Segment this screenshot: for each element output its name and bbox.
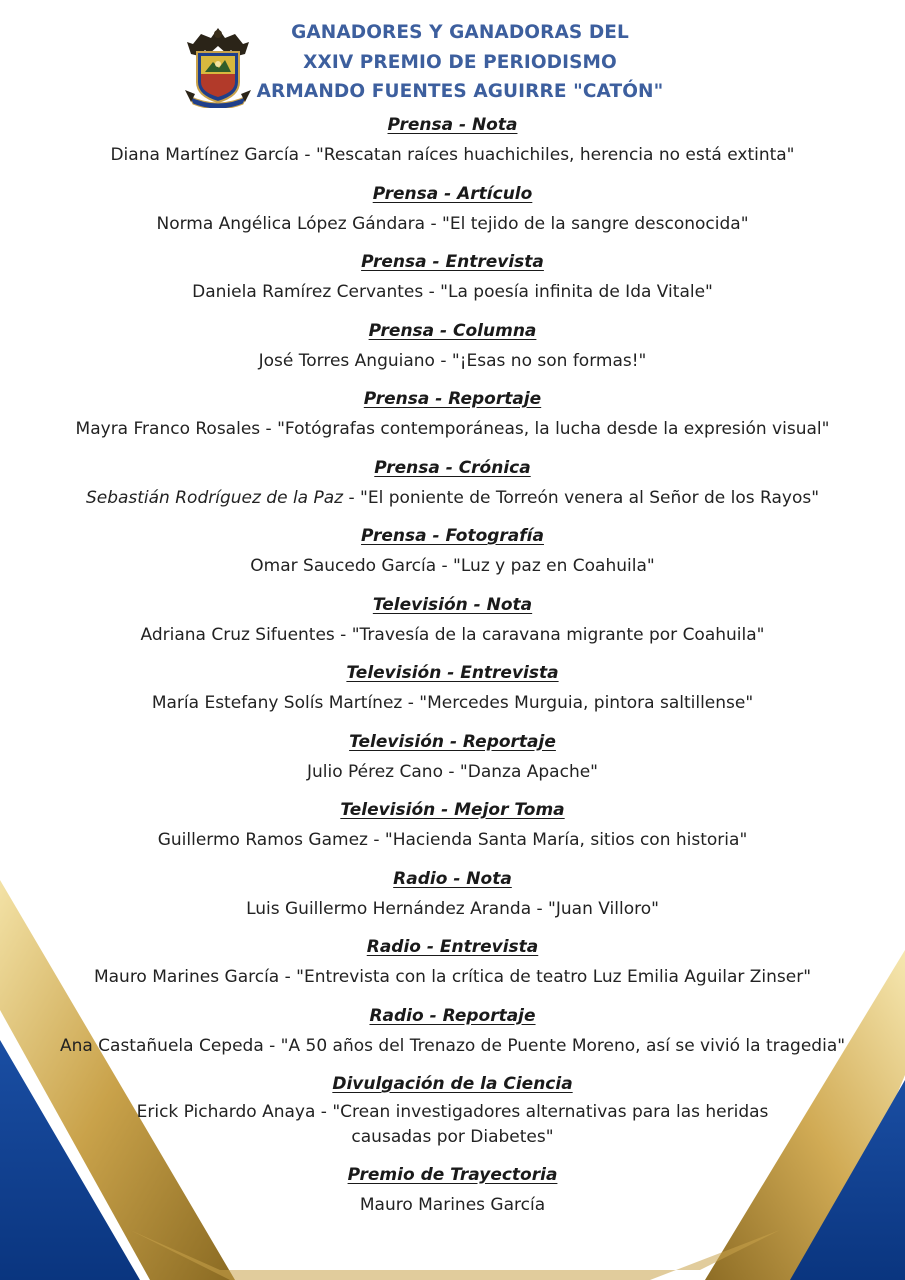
title-line-2: XXIV PREMIO DE PERIODISMO xyxy=(303,51,617,73)
award-category: Prensa - Fotografía xyxy=(361,526,544,546)
award-category: Radio - Nota xyxy=(393,868,512,889)
gold-base-bottom xyxy=(130,1230,780,1280)
header xyxy=(0,14,905,106)
award-winner xyxy=(123,1100,783,1150)
award-winner: José Torres Anguiano - "¡Esas no son formas!" xyxy=(258,350,647,371)
page-title xyxy=(255,18,665,107)
award-entry xyxy=(0,730,905,786)
award-category: Prensa - Columna xyxy=(368,320,537,341)
winner-work: - "El poniente de Torreón venera al Señor de los Rayos" xyxy=(343,487,820,508)
award-entry xyxy=(0,1163,905,1219)
award-category: Divulgación de la Ciencia xyxy=(332,1074,573,1094)
award-winner: Guillermo Ramos Gamez - "Hacienda Santa María, sitios con historia" xyxy=(157,830,748,850)
award-entry xyxy=(0,387,905,443)
award-winner: Mayra Franco Rosales - "Fotógrafas contemporáneas, la lucha desde la expresión visual" xyxy=(75,419,830,439)
award-winner xyxy=(0,484,905,512)
award-winner: Diana Martínez García - "Rescatan raíces huachichiles, herencia no está extinta" xyxy=(110,145,795,165)
award-category: Prensa - Nota xyxy=(387,115,518,135)
award-category: Televisión - Reportaje xyxy=(349,731,556,752)
award-category: Televisión - Entrevista xyxy=(346,663,559,683)
award-category: Prensa - Entrevista xyxy=(361,252,544,272)
award-entry xyxy=(0,456,905,512)
title-line-3: ARMANDO FUENTES AGUIRRE "CATÓN" xyxy=(256,81,664,102)
award-entry xyxy=(0,661,905,717)
award-winner: Omar Saucedo García - "Luz y paz en Coahuila" xyxy=(250,556,655,576)
winner-line-1: Erick Pichardo Anaya - "Crean investigadores alternativas para las heridas xyxy=(136,1102,769,1122)
award-entry xyxy=(0,935,905,991)
award-winner: Norma Angélica López Gándara - "El tejido de la sangre desconocida" xyxy=(156,213,749,234)
award-category: Radio - Reportaje xyxy=(369,1005,536,1026)
award-winner: María Estefany Solís Martínez - "Mercedes Murguia, pintora saltillense" xyxy=(151,693,754,713)
award-entry xyxy=(0,867,905,923)
award-entry xyxy=(0,182,905,238)
award-entry xyxy=(0,593,905,649)
award-entry xyxy=(0,1072,905,1150)
award-winner: Daniela Ramírez Cervantes - "La poesía infinita de Ida Vitale" xyxy=(192,282,713,302)
award-winner: Julio Pérez Cano - "Danza Apache" xyxy=(306,761,599,782)
award-entry xyxy=(0,1004,905,1060)
award-category: Premio de Trayectoria xyxy=(347,1164,558,1185)
award-category: Prensa - Crónica xyxy=(374,457,531,478)
award-category: Prensa - Artículo xyxy=(372,183,533,204)
title-line-1: GANADORES Y GANADORAS DEL xyxy=(291,22,629,43)
award-category: Televisión - Nota xyxy=(372,594,533,615)
award-winner: Luis Guillermo Hernández Aranda - "Juan Villoro" xyxy=(246,898,659,919)
awards-list xyxy=(0,113,905,1219)
university-crest-logo xyxy=(183,24,253,108)
award-winner: Adriana Cruz Sifuentes - "Travesía de la caravana migrante por Coahuila" xyxy=(140,624,765,645)
award-entry xyxy=(0,798,905,854)
award-entry xyxy=(0,113,905,169)
award-category: Prensa - Reportaje xyxy=(363,389,542,409)
award-winner: Mauro Marines García - "Entrevista con la crítica de teatro Luz Emilia Aguilar Zinser" xyxy=(93,967,812,987)
award-category: Televisión - Mejor Toma xyxy=(340,800,565,820)
award-category: Radio - Entrevista xyxy=(366,937,539,957)
winner-line-2: causadas por Diabetes" xyxy=(351,1127,554,1147)
award-winner: Mauro Marines García xyxy=(359,1194,546,1215)
award-winner: Ana Castañuela Cepeda - "A 50 años del Trenazo de Puente Moreno, así se vivió la tragedia" xyxy=(59,1035,846,1056)
award-entry xyxy=(0,319,905,375)
award-entry xyxy=(0,524,905,580)
award-entry xyxy=(0,250,905,306)
winner-name: Sebastián Rodríguez de la Paz xyxy=(85,487,344,508)
